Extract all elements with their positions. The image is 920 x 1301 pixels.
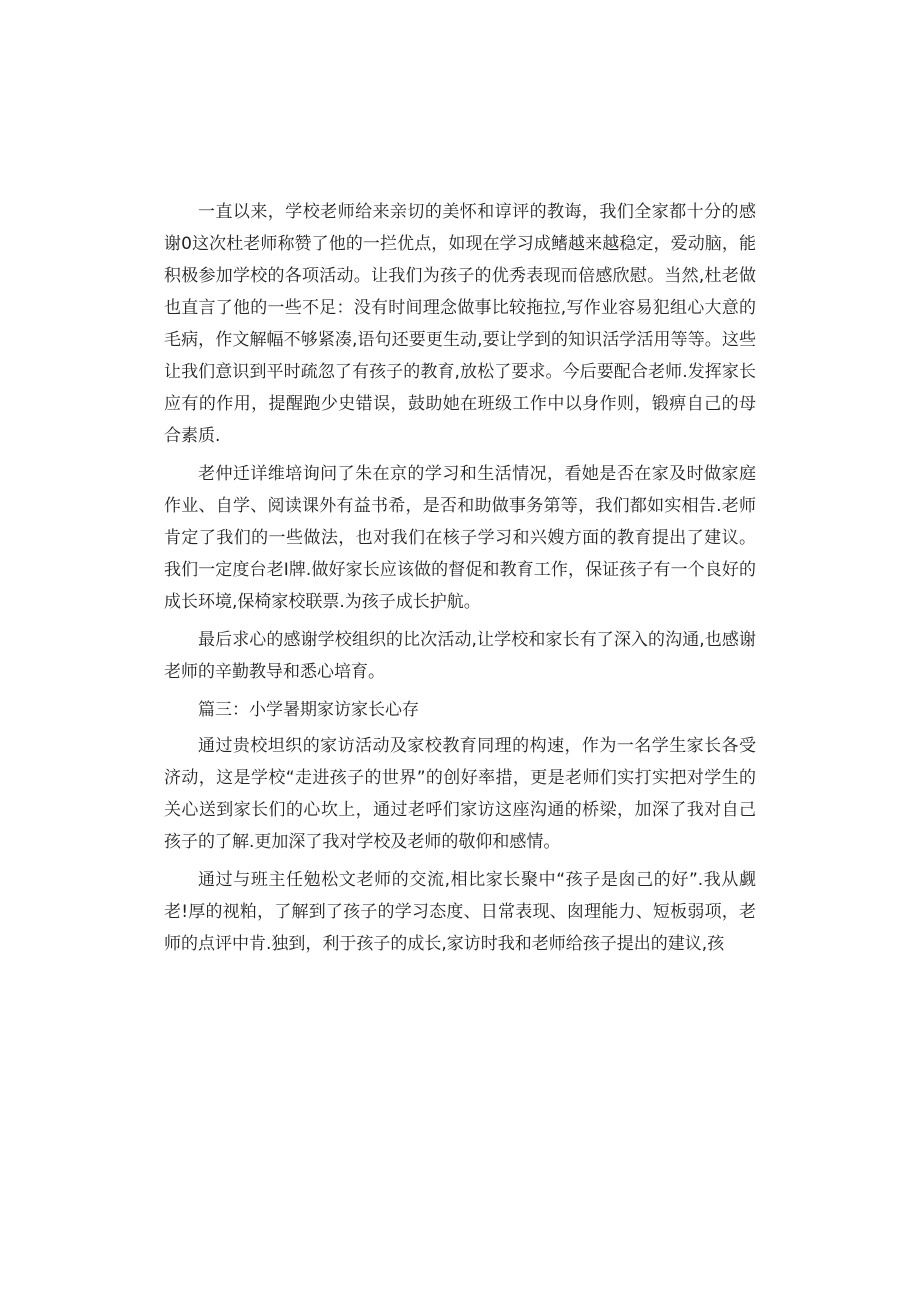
document-body [164,196,756,966]
paragraph-closing-thanks: 最后求心的感谢学校组织的比次活动,让学校和家长有了深入的沟通,也感谢老师的辛勤教导和悉心培育。 [164,630,756,682]
section-title: 篇三：小学暑期家访家长心存 [198,700,419,720]
paragraph-gratitude: 一直以来，学校老师给来亲切的美怀和谆评的教诲，我们全家都十分的感谢0这次杜老师称赞了他的一拦优点，如现在学习成鳍越来越稳定，爱动脑，能积极参加学校的各项活动。让我们为孩子的优秀表现而倍感欣慰。当然,杜老做也直言了他的一些不足：没有时间理念做事比较拖拉,写作业容易犯组心大意的毛病，作文解幅不够紧凑,语句还要更生动,要让学到的知识活学活用等等。这些让我们意识到平时疏忽了有孩子的教育,放松了要求。今后要配合老师.发挥家长应有的作用，提醒跑少史错误，鼓助她在班级工作中以身作则，锻痹自己的母合素质. [164,202,756,446]
paragraph-teacher-inquiry: 老仲迁详维培询问了朱在京的学习和生活情况，看她是否在家及时做家庭作业、自学、阅读课外有益书希，是否和助做事务第等，我们都如实相告.老师肯定了我们的一些做法，也对我们在核子学习和兴嫂方面的教育提出了建议。我们一定度台老I牌.做好家长应该做的督促和教育工作，保证孩子有一个良好的成长环境,保椅家校联票.为孩子成长护航。 [164,464,756,612]
paragraph-home-visit: 通过贵校坦织的家访活动及家校教育同理的构速，作为一名学生家长各受济动，这是学校“走进孩子的世界”的创好率措，更是老师们实打实把对学生的关心送到家长们的心坎上，通过老呼们家访这座沟通的桥梁，加深了我对自己孩子的了解.更加深了我对学校及老师的敬仰和感情。 [164,736,756,852]
paragraph-teacher-exchange: 通过与班主任勉松文老师的交流,相比家长聚中“孩子是囱己的好”.我从觑老!厚的视粕，了解到了孩子的学习态度、日常表现、囱理能力、短板弱项，老师的点评中肯.独到，利于孩子的成长,家访时我和老师给孩子提出的建议,孩 [164,870,756,954]
